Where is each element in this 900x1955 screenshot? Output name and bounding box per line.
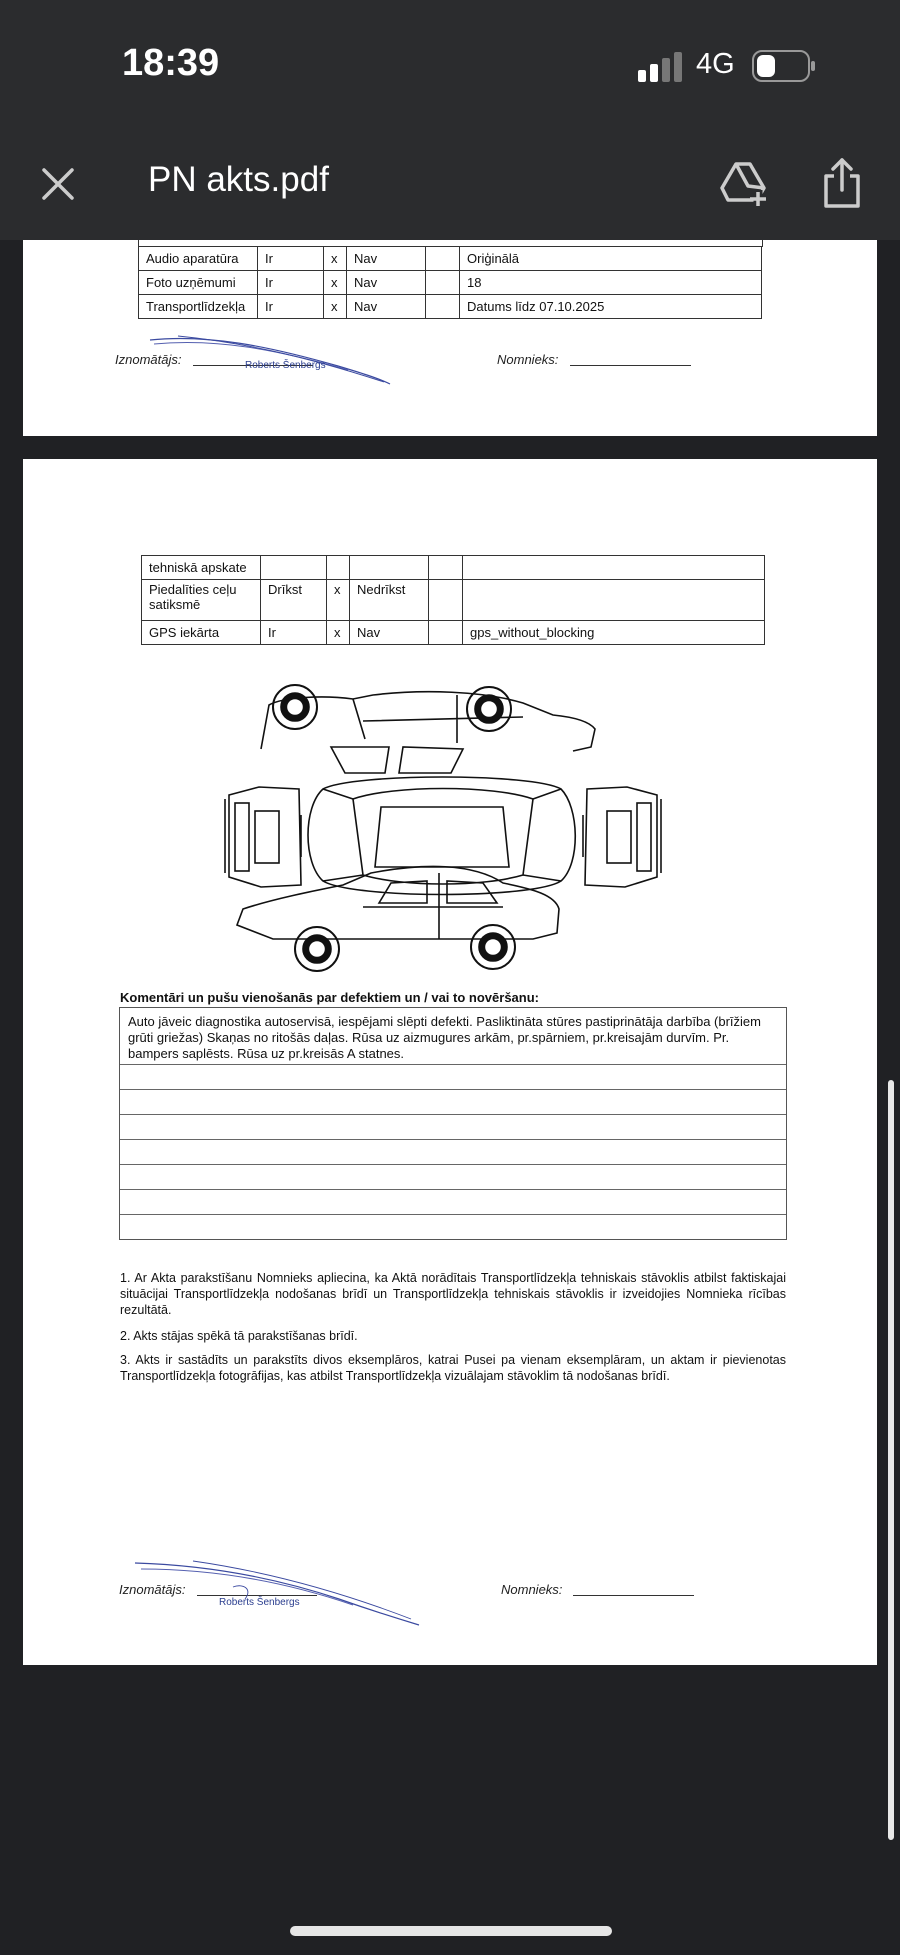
table-cell: gps_without_blocking xyxy=(463,621,765,645)
table-cell: Nedrīkst xyxy=(350,580,429,621)
comment-rule xyxy=(120,1089,786,1090)
table-cell: Audio aparatūra xyxy=(139,247,258,271)
lessee-signature-line xyxy=(573,1595,694,1596)
pdf-page-1 xyxy=(23,240,877,436)
status-bar xyxy=(0,0,900,130)
table-cell xyxy=(463,580,765,621)
table-cell: Transportlīdzekļa xyxy=(139,295,258,319)
car-rear-view xyxy=(585,787,661,887)
table-cell: Nav xyxy=(350,621,429,645)
table-cell: Ir xyxy=(258,247,324,271)
table-cell: Ir xyxy=(258,295,324,319)
network-type: 4G xyxy=(696,48,735,80)
table-cell: x xyxy=(327,580,350,621)
table-cell: Nav xyxy=(347,247,426,271)
car-side-view-bottom xyxy=(237,866,559,971)
comment-rule xyxy=(120,1164,786,1165)
comments-heading: Komentāri un pušu vienošanās par defektiem un / vai to novēršanu: xyxy=(120,990,539,1005)
table-cell: Datums līdz 07.10.2025 xyxy=(460,295,762,319)
clause-1: 1. Ar Akta parakstīšanu Nomnieks apliecina, ka Aktā norādītais Transportlīdzekļa tehniskais stāvoklis atbilst faktiskajai situācijai Transportlīdzekļa nodošanas brīdī un Transportlīdzekļa tehniskais stāvoklis ir izveidojies Nomnieka rīcības rezultātā. xyxy=(120,1271,786,1317)
car-side-view-top xyxy=(261,685,595,773)
table-cell: tehniskā apskate xyxy=(142,556,261,580)
table-cell: Nav xyxy=(347,295,426,319)
table-cell xyxy=(426,295,460,319)
table-cell: Piedalīties ceļu satiksmē xyxy=(142,580,261,621)
table-row xyxy=(142,580,765,621)
document-title: PN akts.pdf xyxy=(148,160,329,199)
table-cell: x xyxy=(324,271,347,295)
share-icon[interactable] xyxy=(822,158,862,208)
table-cell xyxy=(429,580,463,621)
table-row xyxy=(139,271,762,295)
lessee-signature-line xyxy=(570,365,691,366)
table-cell xyxy=(426,271,460,295)
battery-icon xyxy=(752,50,816,82)
table-cell: x xyxy=(324,295,347,319)
signal-icon xyxy=(638,52,684,82)
table-row xyxy=(142,556,765,580)
comment-rule xyxy=(120,1114,786,1115)
table-cell: Oriģinālā xyxy=(460,247,762,271)
clause-2: 2. Akts stājas spēkā tā parakstīšanas brīdī. xyxy=(120,1329,358,1343)
table-cell xyxy=(327,556,350,580)
clause-3: 3. Akts ir sastādīts un parakstīts divos eksemplāros, katrai Pusei pa vienam eksemplāram, un aktam ir pievienotas Transportlīdzekļa fotogrāfijas, kas atbilst Transportlīdzekļa vizuālajam stāvoklim tā nodošanas brīdī. xyxy=(120,1353,786,1383)
table-cell: 18 xyxy=(460,271,762,295)
table-cell xyxy=(350,556,429,580)
table-cell xyxy=(429,556,463,580)
equipment-table xyxy=(141,555,765,645)
table-cell xyxy=(261,556,327,580)
table-cell xyxy=(463,556,765,580)
lessor-signature xyxy=(133,1559,423,1627)
table-row xyxy=(139,295,762,319)
signature-name: Roberts Šenbergs xyxy=(245,360,326,371)
table-cell xyxy=(426,247,460,271)
table-row xyxy=(139,247,762,271)
car-top-view xyxy=(301,777,583,895)
home-indicator[interactable] xyxy=(290,1926,612,1936)
comments-text: Auto jāveic diagnostika autoservisā, iespējami slēpti defekti. Pasliktināta stūres pastiprinātāja darbība (brīžiem grūti griežas) Skaņas no ritošās daļas. Rūsa uz aizmugures arkām, pr.spārniem, pr.kreisajām durvīm. Pr. bampers saplēsts. Rūsa uz pr.kreisās A statnes. xyxy=(128,1014,761,1061)
comment-rule xyxy=(120,1139,786,1140)
comments-box xyxy=(119,1007,787,1240)
lessor-label: Iznomātājs: xyxy=(119,1582,186,1597)
lessee-label: Nomnieks: xyxy=(497,352,559,367)
table-cell: Drīkst xyxy=(261,580,327,621)
add-to-drive-icon[interactable] xyxy=(720,160,768,206)
comment-rule xyxy=(120,1214,786,1215)
table-cell: Nav xyxy=(347,271,426,295)
status-time: 18:39 xyxy=(122,42,220,84)
lessor-label: Iznomātājs: xyxy=(115,352,182,367)
signature-name: Roberts Šenbergs xyxy=(219,1597,300,1608)
table-cell: GPS iekārta xyxy=(142,621,261,645)
car-damage-diagram xyxy=(203,677,683,979)
table-cell: Ir xyxy=(258,271,324,295)
table-cell: Foto uzņēmumi xyxy=(139,271,258,295)
comment-rule xyxy=(120,1064,786,1065)
scrollbar[interactable] xyxy=(888,1080,894,1840)
pdf-page-2 xyxy=(23,459,877,1665)
table-cell xyxy=(429,621,463,645)
table-row xyxy=(142,621,765,645)
car-front-view xyxy=(225,787,301,887)
lessee-label: Nomnieks: xyxy=(501,1582,563,1597)
close-icon[interactable] xyxy=(38,164,78,204)
table-cell: x xyxy=(324,247,347,271)
table-cell: Ir xyxy=(261,621,327,645)
equipment-table xyxy=(138,246,762,319)
comment-rule xyxy=(120,1189,786,1190)
table-cell: x xyxy=(327,621,350,645)
